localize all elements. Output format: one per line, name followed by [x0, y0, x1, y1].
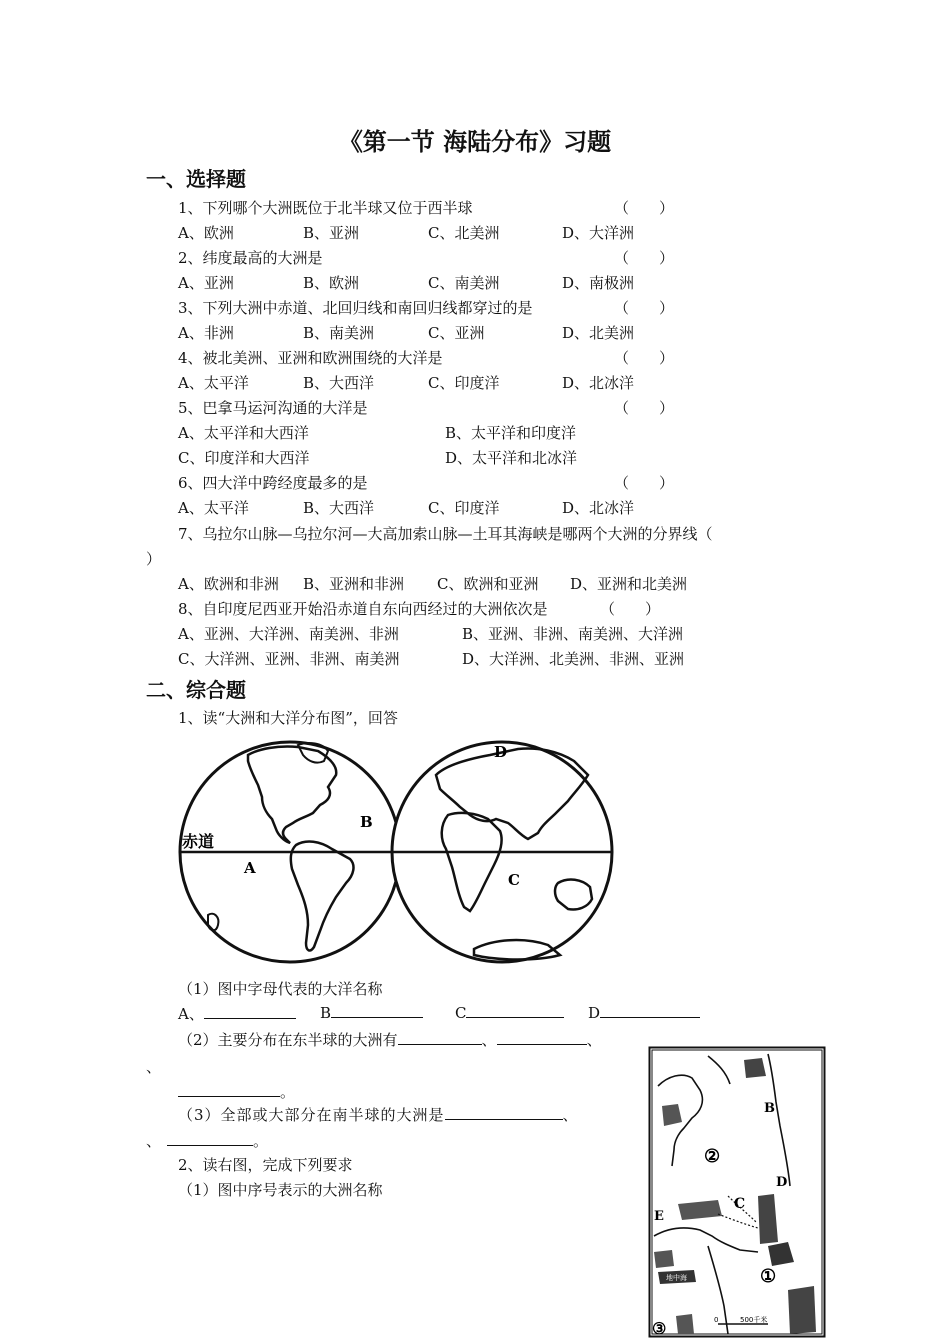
blank-line	[178, 1081, 295, 1102]
option: B、亚洲、非洲、南美洲、大洋洲	[462, 625, 684, 643]
option: A、亚洲、大洋洲、南美洲、非洲	[178, 625, 399, 643]
region-hatch-8	[788, 1286, 816, 1334]
region-label: 地中海	[666, 1274, 687, 1282]
subquestion-3	[178, 1104, 579, 1125]
option: C、印度洋	[428, 374, 500, 392]
option: D、南极洲	[562, 274, 635, 292]
question-stem: 1、读“大洲和大洋分布图”，回答	[178, 709, 398, 727]
separator: 、	[146, 1058, 162, 1076]
answer-blank-b[interactable]	[331, 1003, 423, 1018]
subquestion-1: （1）图中序号表示的大洲名称	[178, 1181, 383, 1199]
map2-label-b: B	[764, 1101, 775, 1116]
option: B、亚洲	[303, 224, 360, 242]
subquestion-2-text: （2）主要分布在东半球的大洲有	[178, 1031, 398, 1049]
option: A、太平洋和大西洋	[178, 424, 309, 442]
period: 。	[280, 1083, 296, 1101]
answer-blank[interactable]	[497, 1030, 587, 1045]
answer-paren-close[interactable]: ）	[146, 550, 162, 568]
option: D、北美洲	[562, 324, 635, 342]
map2-label-n3: ③	[652, 1319, 667, 1338]
answer-blank-a[interactable]	[204, 1004, 296, 1019]
answer-blank[interactable]	[178, 1082, 280, 1097]
option: D、北冰洋	[562, 374, 635, 392]
option: B、欧洲	[303, 274, 360, 292]
separator: 、	[586, 1031, 602, 1049]
map2-label-c: C	[734, 1196, 746, 1212]
option: D、大洋洲、北美洲、非洲、亚洲	[462, 650, 685, 668]
blank-row-oceans-d	[588, 1003, 700, 1022]
blank-label-a: A、	[178, 1005, 204, 1023]
regional-map-figure	[648, 1046, 826, 1338]
option: D、北冰洋	[562, 499, 635, 517]
separator: 、	[481, 1031, 497, 1049]
subquestion-3-text: （3）全部或大部分在南半球的大洲是	[178, 1106, 445, 1124]
question-stem: 3、下列大洲中赤道、北回归线和南回归线都穿过的是	[178, 299, 533, 317]
section-heading-choice: 一、选择题	[146, 167, 246, 191]
option: A、欧洲	[178, 224, 234, 242]
map2-label-n1: ①	[760, 1266, 777, 1287]
option: C、印度洋和大西洋	[178, 449, 310, 467]
answer-paren[interactable]: （ ）	[614, 199, 675, 217]
option: C、欧洲和亚洲	[437, 575, 539, 593]
option: B、大西洋	[303, 499, 375, 517]
scale-zero: 0	[714, 1316, 719, 1324]
option: B、亚洲和非洲	[303, 575, 405, 593]
question-stem: 2、读右图，完成下列要求	[178, 1156, 353, 1174]
answer-blank[interactable]	[167, 1131, 253, 1146]
option: C、印度洋	[428, 499, 500, 517]
option: A、太平洋	[178, 374, 249, 392]
label-b: B	[360, 813, 373, 831]
question-stem: 1、下列哪个大洲既位于北半球又位于西半球	[178, 199, 473, 217]
blank-row-oceans-c	[455, 1003, 564, 1022]
option: B、南美洲	[303, 324, 375, 342]
blank-line	[146, 1130, 268, 1151]
question-stem: 7、乌拉尔山脉—乌拉尔河—大高加索山脉—土耳其海峡是哪两个大洲的分界线（	[178, 525, 713, 543]
answer-blank[interactable]	[445, 1105, 563, 1120]
question-stem: 8、自印度尼西亚开始沿赤道自东向西经过的大洲依次是	[178, 600, 548, 618]
answer-blank-c[interactable]	[466, 1003, 564, 1018]
answer-paren[interactable]: （ ）	[600, 600, 661, 618]
option: C、亚洲	[428, 324, 485, 342]
label-d: D	[494, 743, 508, 761]
region-hatch-9	[676, 1314, 694, 1334]
label-a: A	[244, 859, 256, 877]
answer-paren[interactable]: （ ）	[614, 399, 675, 417]
question-stem: 4、被北美洲、亚洲和欧洲围绕的大洋是	[178, 349, 443, 367]
label-equator: 赤道	[182, 832, 215, 851]
blank-row-oceans	[178, 1003, 296, 1024]
question-stem: 2、纬度最高的大洲是	[178, 249, 323, 267]
answer-blank-d[interactable]	[600, 1003, 700, 1018]
region-hatch-6	[654, 1250, 674, 1268]
answer-paren[interactable]: （ ）	[614, 249, 675, 267]
option: A、太平洋	[178, 499, 249, 517]
map2-label-e: E	[654, 1209, 664, 1224]
blank-label-d: D	[588, 1004, 601, 1022]
option: D、大洋洲	[562, 224, 635, 242]
map2-label-d: D	[776, 1175, 788, 1190]
answer-paren[interactable]: （ ）	[614, 474, 675, 492]
question-stem: 5、巴拿马运河沟通的大洋是	[178, 399, 368, 417]
subquestion-2	[178, 1029, 602, 1050]
option: A、亚洲	[178, 274, 234, 292]
blank-label-c: C	[455, 1004, 467, 1022]
page-title: 《第一节 海陆分布》习题	[338, 127, 612, 156]
question-stem: 6、四大洋中跨经度最多的是	[178, 474, 368, 492]
option: C、北美洲	[428, 224, 500, 242]
blank-row-oceans-b	[320, 1003, 423, 1022]
separator: 、	[562, 1106, 579, 1124]
option: A、非洲	[178, 324, 234, 342]
option: B、大西洋	[303, 374, 375, 392]
option: D、太平洋和北冰洋	[445, 449, 578, 467]
option: D、亚洲和北美洲	[570, 575, 688, 593]
section-heading-comprehensive: 二、综合题	[146, 678, 246, 702]
scale-label: 500千米	[740, 1316, 768, 1324]
option: B、太平洋和印度洋	[445, 424, 577, 442]
option: C、大洋洲、亚洲、非洲、南美洲	[178, 650, 400, 668]
answer-paren[interactable]: （ ）	[614, 299, 675, 317]
map2-label-n2: ②	[704, 1146, 721, 1167]
period: 。	[253, 1132, 269, 1150]
label-c: C	[508, 871, 520, 889]
subquestion-1: （1）图中字母代表的大洋名称	[178, 980, 383, 998]
option: A、欧洲和非洲	[178, 575, 279, 593]
option: C、南美洲	[428, 274, 500, 292]
answer-blank[interactable]	[398, 1030, 482, 1045]
answer-paren[interactable]: （ ）	[614, 349, 675, 367]
separator: 、	[146, 1132, 162, 1150]
blank-label-b: B	[320, 1004, 332, 1022]
world-map-figure	[178, 735, 618, 970]
